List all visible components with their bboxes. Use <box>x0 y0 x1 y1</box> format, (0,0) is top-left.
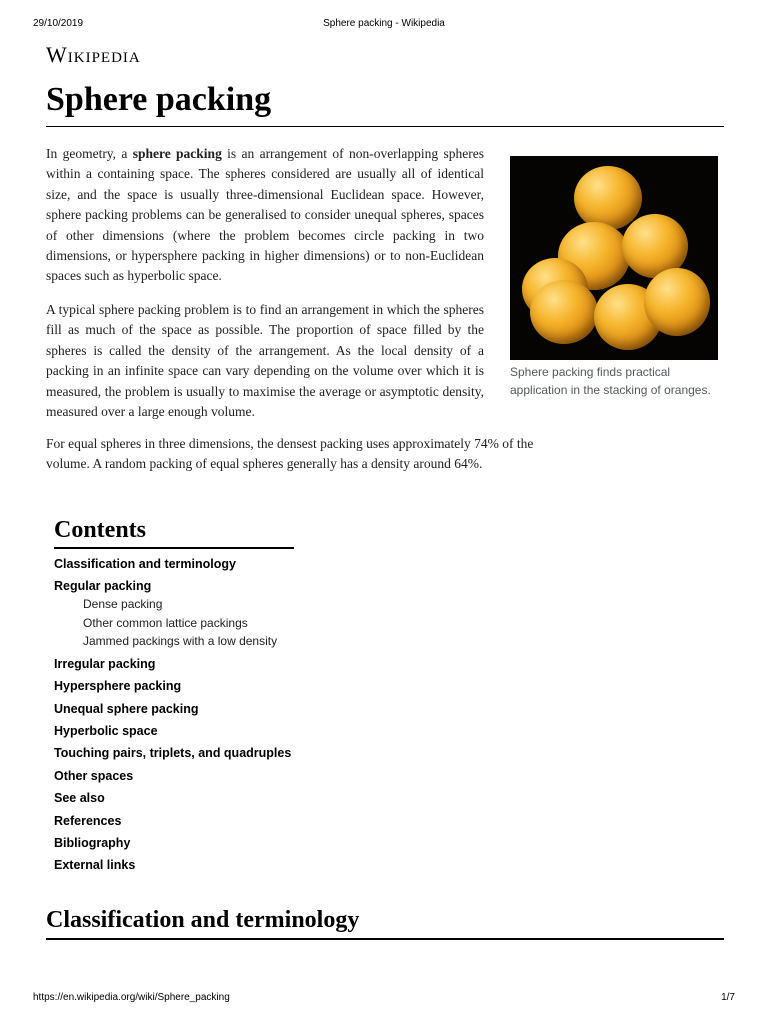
toc-item-other-spaces[interactable]: Other spaces <box>54 768 134 783</box>
toc-sublist <box>54 595 374 651</box>
oranges-image[interactable] <box>510 156 718 360</box>
intro-paragraph-2: A typical sphere packing problem is to find an arrangement in which the spheres fill as much of the space as possible. The proportion of space filled by the spheres is called the density of the arrangement. As the local density of a packing in an infinite space can vary depending on the volume over which it is measured, the problem is usually to maximise the average or asymptotic density, measured over a large enough volume. <box>46 302 484 420</box>
orange-sphere <box>530 280 598 344</box>
toc-subitem-lattice-packings[interactable]: Other common lattice packings <box>83 615 248 630</box>
p1-text-before: In geometry, a <box>46 146 133 161</box>
intro-paragraph-1 <box>46 144 484 287</box>
figure-caption: Sphere packing finds practical application in the stacking of oranges. <box>510 365 711 397</box>
toc-item-references[interactable]: References <box>54 813 122 828</box>
page-title: Sphere packing <box>46 80 724 127</box>
toc-item-touching-pairs[interactable]: Touching pairs, triplets, and quadruples <box>54 746 292 761</box>
toc-list <box>54 555 374 874</box>
wikipedia-wordmark[interactable]: Wikipedia <box>46 42 141 67</box>
print-date: 29/10/2019 <box>33 18 84 29</box>
toc-item-hyperbolic-space[interactable]: Hyperbolic space <box>54 724 158 739</box>
p1-text-after: is an arrangement of non-overlapping spheres within a containing space. The spheres considered are usually all of identical size, and the space is usually three-dimensional Euclidean space. However, sphere packing problems can be generalised to consider unequal spheres, spaces of other dimensions (where the problem becomes circle packing in two dimensions, or hypersphere packing in higher dimensions) or to non-Euclidean spaces such as hyperbolic space. <box>46 146 484 284</box>
toc-item-external-links[interactable]: External links <box>54 858 136 873</box>
toc-subitem-dense-packing[interactable]: Dense packing <box>83 597 163 612</box>
print-header <box>33 18 735 32</box>
table-of-contents <box>54 514 374 879</box>
print-url: https://en.wikipedia.org/wiki/Sphere_packing <box>33 992 230 1003</box>
intro-paragraph-3: For equal spheres in three dimensions, the densest packing uses approximately 74% of the volume. A random packing of equal spheres generally has a density around 64%. <box>46 436 534 472</box>
p1-bold-term: sphere packing <box>132 146 222 161</box>
toc-item-classification[interactable]: Classification and terminology <box>54 557 236 571</box>
section-heading-classification: Classification and terminology <box>46 904 724 940</box>
toc-subitem-jammed-packings[interactable]: Jammed packings with a low density <box>83 634 278 649</box>
print-page-number: 1/7 <box>721 992 735 1003</box>
orange-sphere <box>574 166 642 230</box>
toc-item-hypersphere-packing[interactable]: Hypersphere packing <box>54 679 182 694</box>
print-page-title: Sphere packing - Wikipedia <box>323 18 445 29</box>
toc-item-regular-packing <box>54 577 374 651</box>
toc-item-unequal-sphere-packing[interactable]: Unequal sphere packing <box>54 701 199 716</box>
toc-title: Contents <box>54 514 294 549</box>
toc-item-irregular-packing[interactable]: Irregular packing <box>54 656 156 671</box>
orange-sphere <box>644 268 710 336</box>
toc-item-bibliography[interactable]: Bibliography <box>54 836 131 851</box>
figure-oranges <box>510 156 718 399</box>
toc-item-see-also[interactable]: See also <box>54 791 105 806</box>
toc-item-regular-packing-label[interactable]: Regular packing <box>54 579 152 594</box>
print-footer <box>33 992 735 1006</box>
